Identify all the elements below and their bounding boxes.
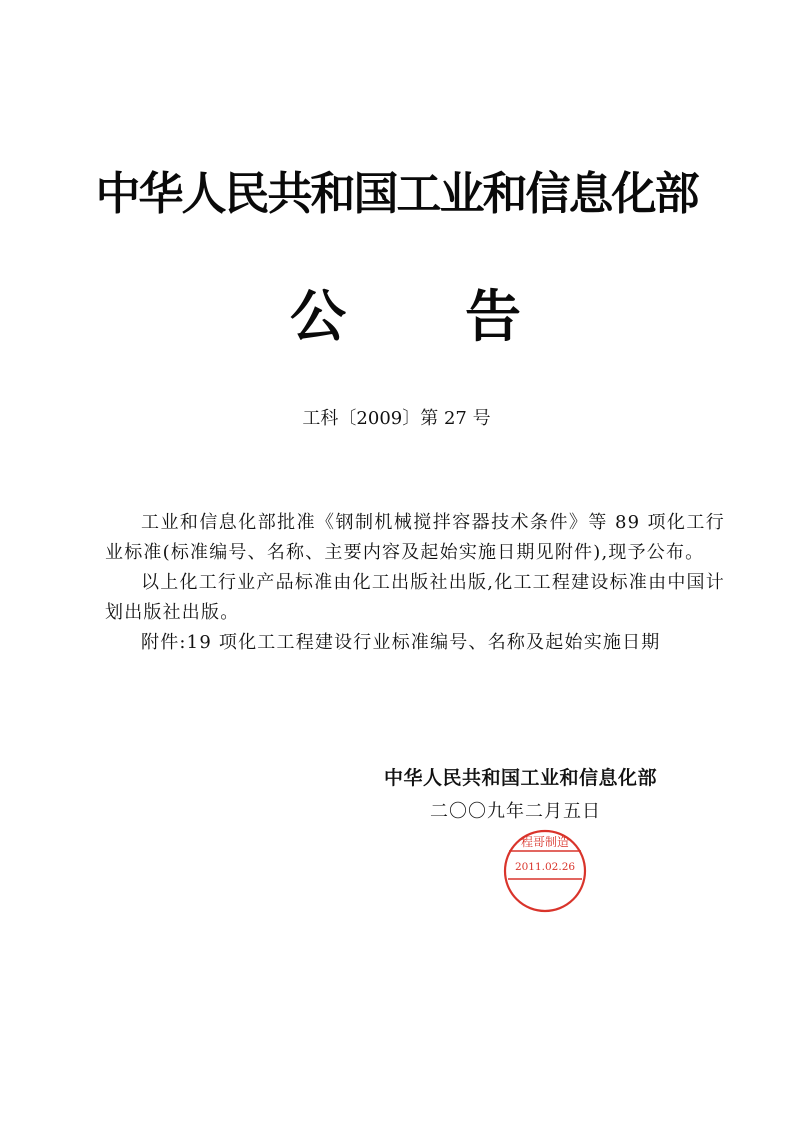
stamp-date-text: 2011.02.26 (514, 861, 576, 873)
notice-title-char-1: 公 (290, 285, 346, 350)
signature-organization: 中华人民共和国工业和信息化部 (384, 767, 658, 789)
stamp-graphic (500, 826, 590, 916)
signature-date: 二〇〇九年二月五日 (430, 801, 601, 822)
stamp-top-text: 程哥制造 (520, 835, 570, 849)
body-paragraph-2: 以上化工行业产品标准由化工出版社出版,化工工程建设标准由中国计划出版社出版。 (105, 572, 725, 623)
notice-title-char-2: 告 (465, 285, 521, 350)
document-number: 工科〔2009〕第 27 号 (302, 408, 491, 429)
red-seal-stamp (500, 826, 590, 916)
issuer-title: 中华人民共和国工业和信息化部 (95, 167, 698, 220)
attachment-line: 附件:19 项化工工程建设行业标准编号、名称及起始实施日期 (141, 632, 661, 653)
body-paragraph-1: 工业和信息化部批准《钢制机械搅拌容器技术条件》等 89 项化工行业标准(标准编号、名称、主要内容及起始实施日期见附件),现予公布。 (105, 512, 725, 563)
notice-body (105, 508, 725, 658)
